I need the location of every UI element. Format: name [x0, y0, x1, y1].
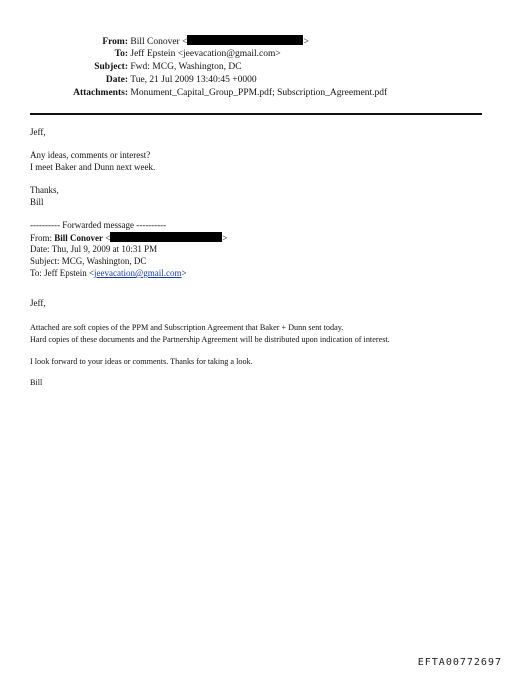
- header-to-row: [40, 48, 281, 60]
- forwarded-from-open: <: [103, 233, 111, 243]
- forwarded-from-name: Bill Conover: [54, 233, 104, 243]
- body-signature: Bill: [30, 197, 44, 207]
- date-label: Date:: [105, 75, 128, 85]
- forwarded-greeting: Jeff,: [30, 298, 46, 308]
- body-line-2: I meet Baker and Dunn next week.: [30, 162, 156, 172]
- header-date-row: [40, 74, 257, 86]
- subject-label: Subject:: [94, 62, 128, 72]
- forwarded-to-prefix: To: Jeff Epstein <: [30, 268, 95, 278]
- forwarded-subject: Subject: MCG, Washington, DC: [30, 256, 147, 266]
- forwarded-to: [30, 268, 187, 279]
- header-divider: [30, 113, 482, 115]
- from-value: Bill Conover <: [130, 37, 188, 47]
- body-line-1: Any ideas, comments or interest?: [30, 150, 151, 160]
- forwarded-para-2: Hard copies of these documents and the Partnership Agreement will be distributed upon indication of interest.: [30, 335, 390, 344]
- forwarded-divider: ---------- Forwarded message ----------: [30, 220, 167, 230]
- body-greeting: Jeff,: [30, 127, 46, 137]
- date-value: Tue, 21 Jul 2009 13:40:45 +0000: [130, 75, 257, 85]
- header-from-row: [40, 35, 309, 48]
- header-attachments-row: [40, 87, 387, 99]
- subject-value: Fwd: MCG, Washington, DC: [130, 62, 242, 72]
- attachments-value: Monument_Capital_Group_PPM.pdf; Subscription_Agreement.pdf: [130, 88, 388, 98]
- forwarded-from-prefix: From:: [30, 233, 55, 243]
- bates-number: EFTA00772697: [417, 657, 502, 668]
- header-subject-row: [40, 61, 242, 73]
- forwarded-to-email-link[interactable]: jeevacation@gmail.com: [94, 268, 182, 278]
- to-value: Jeff Epstein <jeevacation@gmail.com>: [130, 49, 281, 59]
- to-label: To:: [114, 49, 128, 59]
- from-label: From:: [102, 37, 128, 47]
- forwarded-to-tail: >: [181, 268, 187, 278]
- forwarded-from-tail: >: [222, 233, 228, 243]
- forwarded-date: Date: Thu, Jul 9, 2009 at 10:31 PM: [30, 244, 158, 254]
- attachments-label: Attachments:: [73, 88, 128, 98]
- forwarded-signature: Bill: [30, 378, 43, 387]
- forwarded-from: [30, 232, 227, 244]
- redaction-bar: [110, 232, 222, 242]
- forwarded-para-3: I look forward to your ideas or comments. Thanks for taking a look.: [30, 357, 253, 366]
- body-closing: Thanks,: [30, 185, 59, 195]
- redaction-bar: [187, 35, 303, 45]
- forwarded-para-1: Attached are soft copies of the PPM and Subscription Agreement that Baker + Dunn sent today.: [30, 323, 344, 332]
- from-tail: >: [303, 37, 309, 47]
